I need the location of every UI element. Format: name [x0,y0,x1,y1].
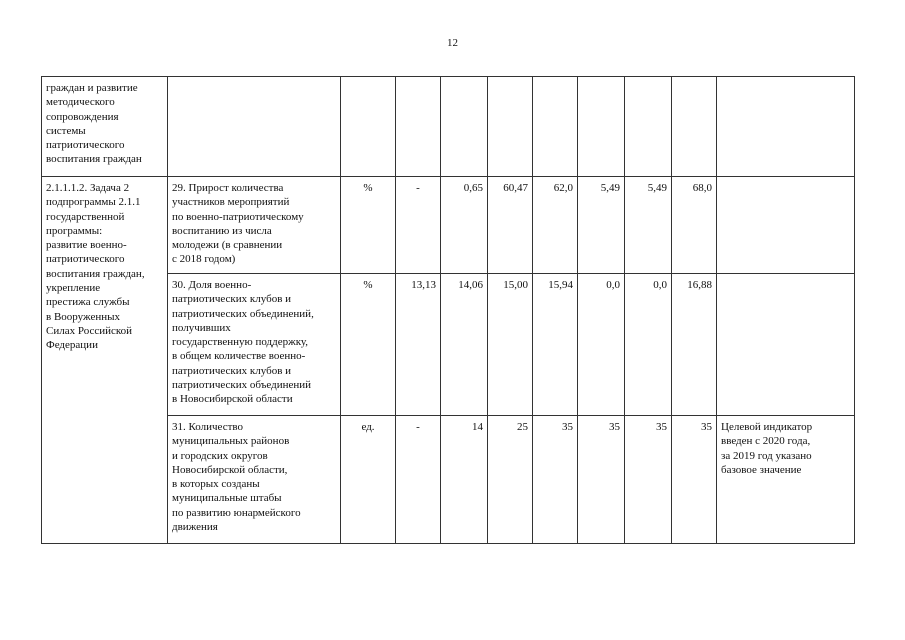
table-row [42,77,855,177]
value-cell: 60,47 [488,177,533,274]
unit-cell [341,77,396,177]
value-cell: 62,0 [533,177,578,274]
indicator-cell [168,77,341,177]
task-cell: 2.1.1.1.2. Задача 2 подпрограммы 2.1.1 государственной программы: развитие военно- патриотического воспитания граждан, укрепление престижа службы в Вооруженных Силах Российской Федерации [42,177,168,544]
value-cell: 15,94 [533,274,578,416]
unit-cell: % [341,274,396,416]
value-cell [488,77,533,177]
value-cell: 35 [533,416,578,544]
value-cell: 68,0 [672,177,717,274]
indicator-cell: 30. Доля военно- патриотических клубов и патриотических объединений, получивших государственную поддержку, в общем количестве военно- патриотических клубов и патриотических объединений в Новосибирской области [168,274,341,416]
value-cell [578,77,625,177]
value-cell: 5,49 [625,177,672,274]
value-cell: 13,13 [396,274,441,416]
value-cell: 0,0 [625,274,672,416]
value-cell: 25 [488,416,533,544]
table-row [42,177,855,274]
value-cell: - [396,416,441,544]
note-cell [717,274,855,416]
value-cell [672,77,717,177]
value-cell: 0,0 [578,274,625,416]
value-cell: 5,49 [578,177,625,274]
value-cell: 15,00 [488,274,533,416]
indicator-cell: 31. Количество муниципальных районов и городских округов Новосибирской области, в которых созданы муниципальные штабы по развитию юнармейского движения [168,416,341,544]
unit-cell: ед. [341,416,396,544]
task-cell: граждан и развитие методического сопровождения системы патриотического воспитания граждан [42,77,168,177]
value-cell [625,77,672,177]
indicators-table [41,76,855,544]
value-cell: 14,06 [441,274,488,416]
value-cell: 16,88 [672,274,717,416]
value-cell: 35 [672,416,717,544]
note-cell: Целевой индикатор введен с 2020 года, за 2019 год указано базовое значение [717,416,855,544]
page-number: 12 [447,37,458,49]
indicator-cell: 29. Прирост количества участников мероприятий по военно-патриотическому воспитанию из числа молодежи (в сравнении с 2018 годом) [168,177,341,274]
note-cell [717,177,855,274]
value-cell [441,77,488,177]
value-cell [396,77,441,177]
value-cell: 14 [441,416,488,544]
value-cell: 35 [625,416,672,544]
value-cell [533,77,578,177]
note-cell [717,77,855,177]
value-cell: 35 [578,416,625,544]
unit-cell: % [341,177,396,274]
value-cell: 0,65 [441,177,488,274]
value-cell: - [396,177,441,274]
